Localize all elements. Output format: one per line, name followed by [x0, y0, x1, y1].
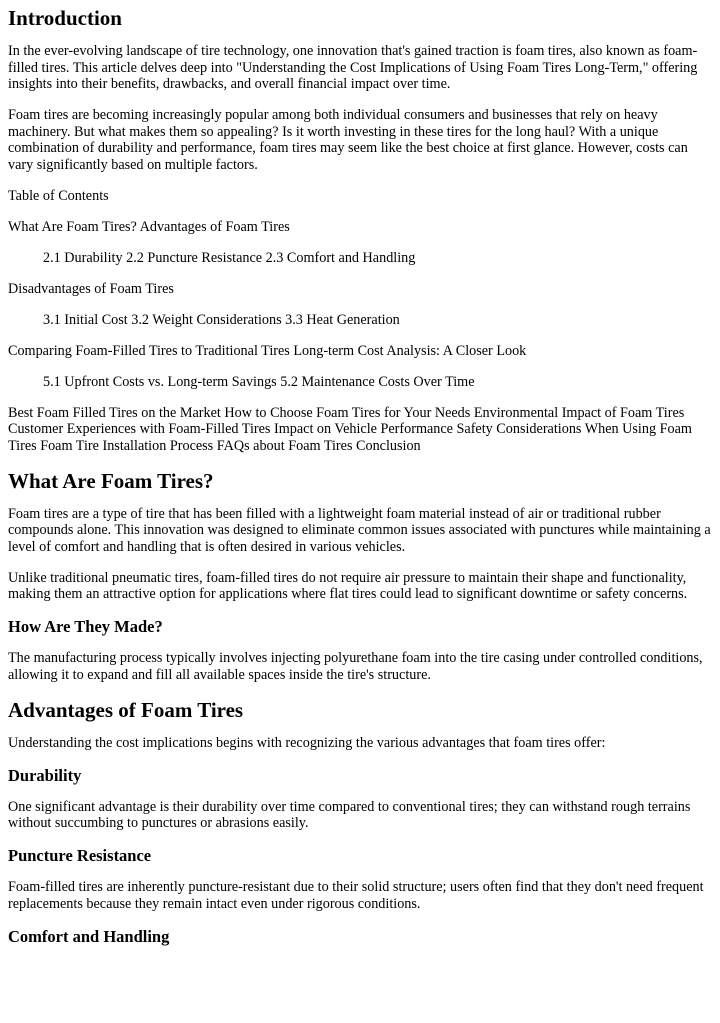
what-are-foam-tires-heading: What Are Foam Tires?: [8, 468, 214, 493]
article: [0, 6, 720, 946]
puncture-paragraph: Foam-filled tires are inherently puncture-resistant due to their solid structure; users often find that they don't need frequent replacements because they remain intact even under rigorous conditions.: [8, 879, 704, 912]
toc-line-4: 3.1 Initial Cost 3.2 Weight Considerations 3.3 Heat Generation: [43, 311, 400, 328]
toc-line-2: 2.1 Durability 2.2 Puncture Resistance 2.3 Comfort and Handling: [43, 249, 416, 266]
durability-heading: Durability: [8, 765, 82, 785]
comfort-handling-heading: Comfort and Handling: [8, 926, 170, 946]
how-made-paragraph: The manufacturing process typically involves injecting polyurethane foam into the tire casing under controlled conditions, allowing it to expand and fill all available spaces inside the tire's structure.: [8, 650, 703, 683]
toc-line-7: Best Foam Filled Tires on the Market How to Choose Foam Tires for Your Needs Environmental Impact of Foam Tires Customer Experiences with Foam-Filled Tires Impact on Vehicle Performance Safety Considerations When Using Foam Tires Foam Tire Installation Process FAQs about Foam Tires Conclusion: [8, 404, 692, 454]
toc-line-3: Disadvantages of Foam Tires: [8, 280, 174, 297]
introduction-heading: Introduction: [8, 6, 122, 30]
intro-paragraph-1: In the ever-evolving landscape of tire technology, one innovation that's gained traction is foam tires, also known as foam-filled tires. This article delves deep into "Understanding the Cost Implications of Using Foam Tires Long-Term," offering insights into their benefits, drawbacks, and overall financial impact over time.: [8, 43, 698, 92]
toc-line-5: Comparing Foam-Filled Tires to Traditional Tires Long-term Cost Analysis: A Closer Look: [8, 342, 527, 359]
toc-line-1: What Are Foam Tires? Advantages of Foam Tires: [8, 218, 290, 235]
durability-paragraph: One significant advantage is their durability over time compared to conventional tires; they can withstand rough terrains without succumbing to punctures or abrasions easily.: [8, 798, 691, 831]
what-paragraph-1: Foam tires are a type of tire that has been filled with a lightweight foam material instead of air or traditional rubber compounds alone. This innovation was designed to eliminate common issues associated with punctures while maintaining a level of comfort and handling that is often desired in various vehicles.: [8, 505, 711, 555]
toc-title: Table of Contents: [8, 187, 109, 204]
how-are-they-made-heading: How Are They Made?: [8, 617, 163, 636]
advantages-intro: Understanding the cost implications begins with recognizing the various advantages that foam tires offer:: [8, 734, 606, 751]
puncture-resistance-heading: Puncture Resistance: [8, 846, 152, 865]
intro-paragraph-2: Foam tires are becoming increasingly popular among both individual consumers and businesses that rely on heavy machinery. But what makes them so appealing? Is it worth investing in these tires for the long haul? With a unique combination of durability and performance, foam tires may seem like the best choice at first glance. However, costs can vary significantly based on multiple factors.: [8, 107, 688, 173]
toc-line-6: 5.1 Upfront Costs vs. Long-term Savings 5.2 Maintenance Costs Over Time: [43, 373, 475, 390]
what-paragraph-2: Unlike traditional pneumatic tires, foam-filled tires do not require air pressure to maintain their shape and functionality, making them an attractive option for applications where flat tires could lead to significant downtime or safety concerns.: [8, 569, 688, 602]
advantages-heading: Advantages of Foam Tires: [8, 697, 244, 722]
